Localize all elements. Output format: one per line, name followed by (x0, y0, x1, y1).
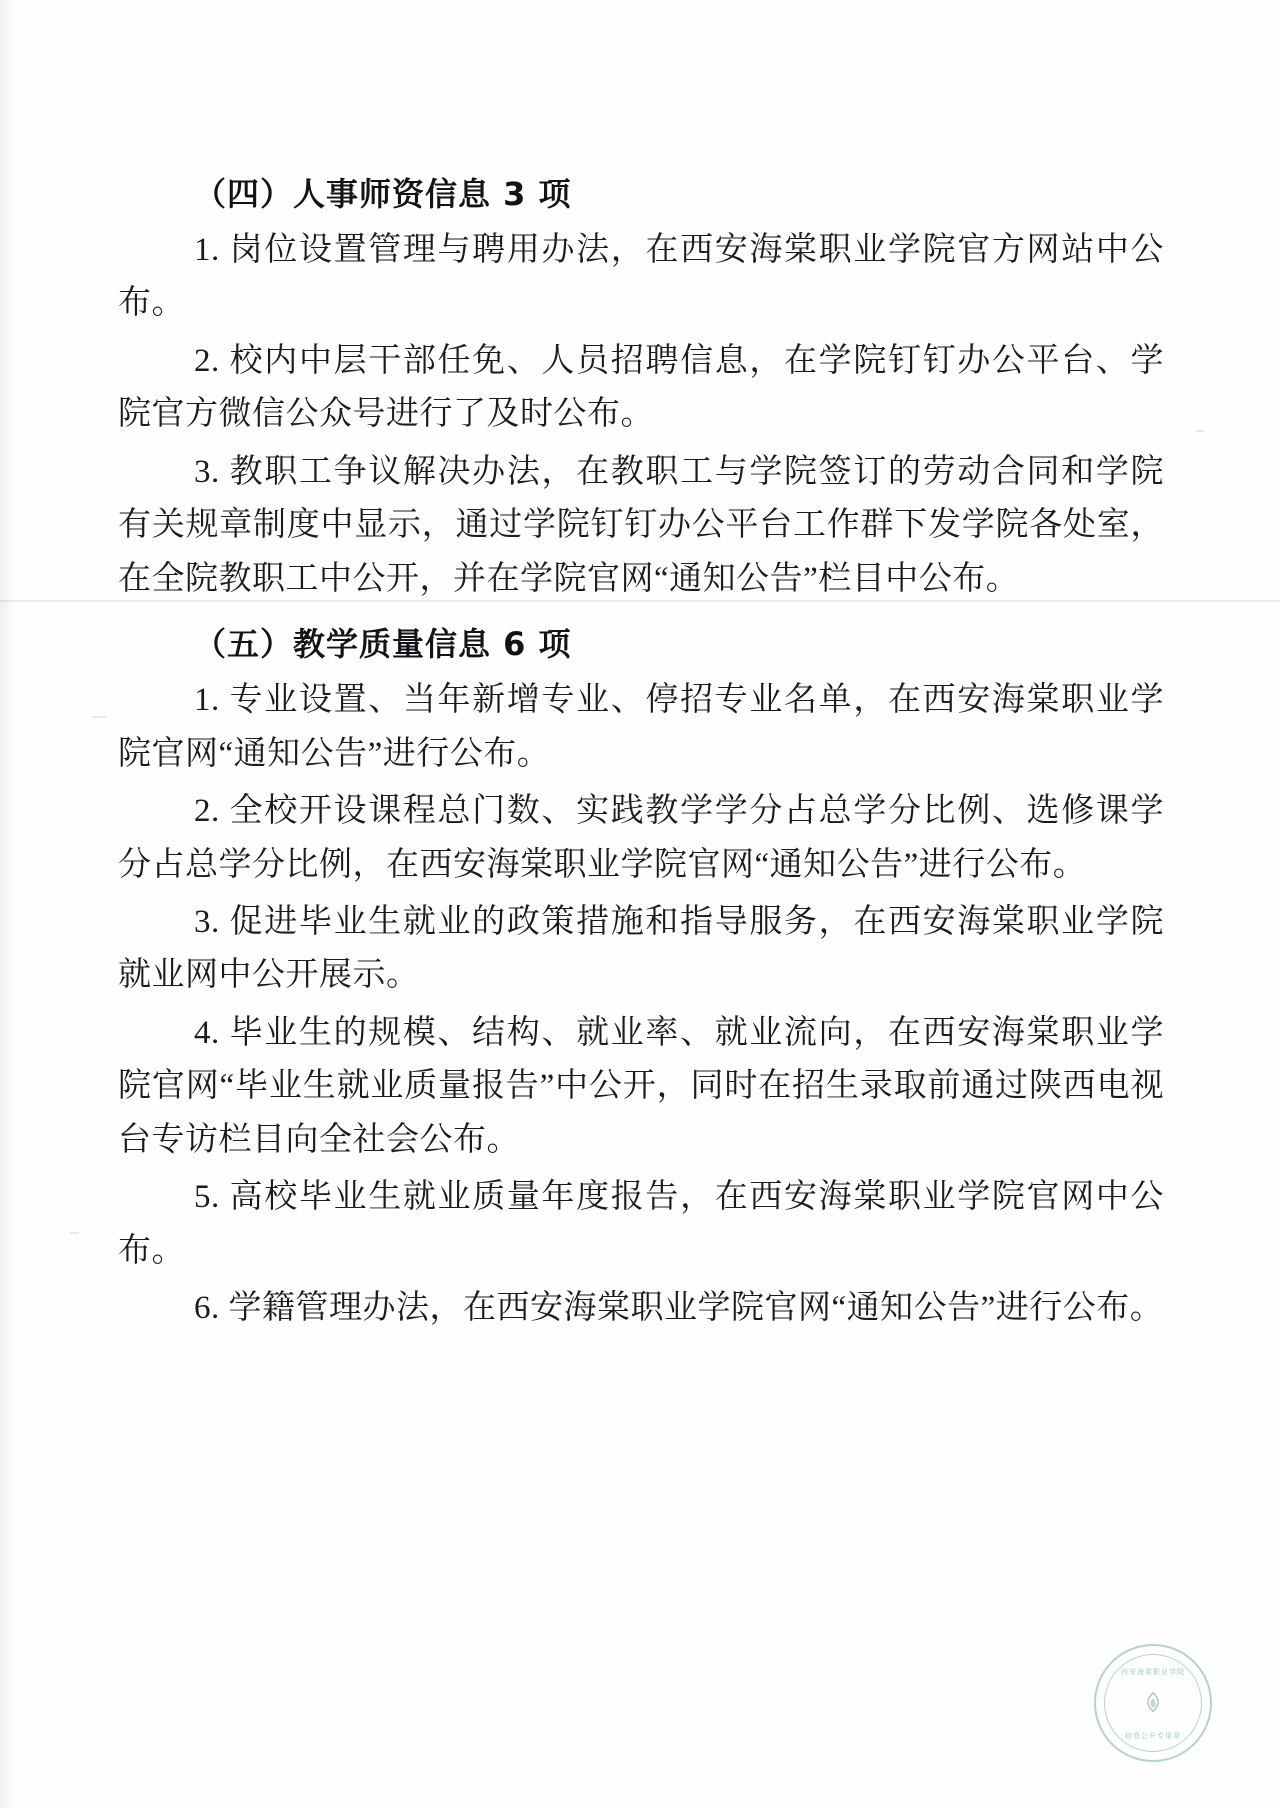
paragraph: 1. 岗位设置管理与聘用办法，在西安海棠职业学院官方网站中公布。 (118, 232, 1164, 322)
official-seal-stamp (1094, 1644, 1212, 1762)
scan-edge-shadow (0, 0, 16, 1808)
paragraph: 3. 教职工争议解决办法，在教职工与学院签订的劳动合同和学院有关规章制度中显示，通过学院钉钉办公平台工作群下发学院各处室，在全院教职工中公开，并在学院官网“通知公告”栏目中公布。 (118, 453, 1164, 597)
seal-inner-ring (1104, 1654, 1202, 1752)
paragraph: 2. 全校开设课程总门数、实践教学学分占总学分比例、选修课学分占总学分比例，在西安海棠职业学院官网“通知公告”进行公布。 (118, 793, 1164, 883)
section-heading-personnel: （四）人事师资信息 3 项 (194, 175, 572, 213)
paragraph: 3. 促进毕业生就业的政策措施和指导服务，在西安海棠职业学院就业网中公开展示。 (118, 903, 1164, 994)
document-body (118, 170, 1164, 1340)
paragraph: 6. 学籍管理办法，在西安海棠职业学院官网“通知公告”进行公布。 (194, 1290, 1164, 1327)
paragraph: 1. 专业设置、当年新增专业、停招专业名单，在西安海棠职业学院官网“通知公告”进行公布。 (118, 682, 1164, 772)
paragraph: 4. 毕业生的规模、结构、就业率、就业流向，在西安海棠职业学院官网“毕业生就业质量报告”中公开，同时在招生录取前通过陕西电视台专访栏目向全社会公布。 (118, 1014, 1164, 1158)
seal-emblem-icon (1136, 1686, 1170, 1720)
seal-top-text: 西安海棠职业学院 (1121, 1668, 1185, 1676)
section-heading-teaching-quality: （五）教学质量信息 6 项 (194, 625, 572, 664)
scan-speck (70, 1232, 79, 1234)
scan-speck (1196, 430, 1204, 432)
paragraph: 2. 校内中层干部任免、人员招聘信息，在学院钉钉办公平台、学院官方微信公众号进行了及时公布。 (118, 342, 1164, 433)
seal-bottom-text: 信息公开专用章 (1125, 1732, 1181, 1740)
scan-speck (92, 716, 106, 718)
paragraph: 5. 高校毕业生就业质量年度报告，在西安海棠职业学院官网中公布。 (118, 1179, 1164, 1269)
